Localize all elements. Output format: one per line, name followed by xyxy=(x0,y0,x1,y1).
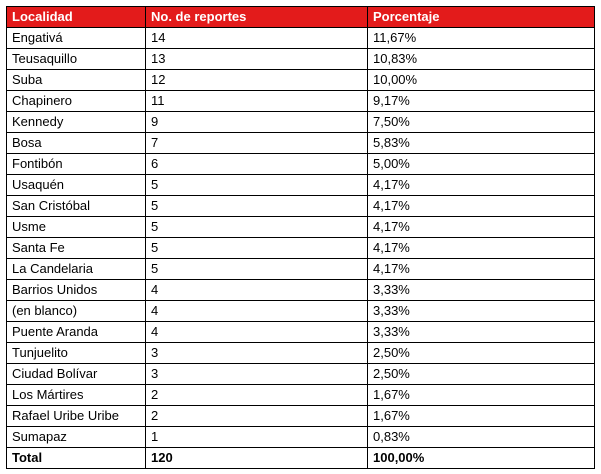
cell-localidad: (en blanco) xyxy=(7,301,146,322)
cell-localidad: Suba xyxy=(7,70,146,91)
cell-porcentaje: 1,67% xyxy=(368,406,595,427)
cell-reportes: 5 xyxy=(146,217,368,238)
total-reports: 120 xyxy=(146,448,368,469)
table-row xyxy=(7,133,595,154)
cell-porcentaje: 5,83% xyxy=(368,133,595,154)
cell-localidad: San Cristóbal xyxy=(7,196,146,217)
cell-localidad: Sumapaz xyxy=(7,427,146,448)
cell-porcentaje: 2,50% xyxy=(368,364,595,385)
cell-porcentaje: 3,33% xyxy=(368,322,595,343)
table-row xyxy=(7,259,595,280)
table-row xyxy=(7,91,595,112)
cell-porcentaje: 7,50% xyxy=(368,112,595,133)
cell-localidad: Santa Fe xyxy=(7,238,146,259)
cell-localidad: Barrios Unidos xyxy=(7,280,146,301)
cell-localidad: Rafael Uribe Uribe xyxy=(7,406,146,427)
table-row xyxy=(7,175,595,196)
table-row xyxy=(7,301,595,322)
table-row xyxy=(7,217,595,238)
cell-porcentaje: 4,17% xyxy=(368,259,595,280)
header-localidad: Localidad xyxy=(7,7,146,28)
table-row xyxy=(7,70,595,91)
table-row xyxy=(7,154,595,175)
cell-reportes: 14 xyxy=(146,28,368,49)
cell-localidad: Tunjuelito xyxy=(7,343,146,364)
cell-reportes: 12 xyxy=(146,70,368,91)
cell-localidad: Fontibón xyxy=(7,154,146,175)
table-row xyxy=(7,343,595,364)
cell-localidad: Teusaquillo xyxy=(7,49,146,70)
cell-porcentaje: 9,17% xyxy=(368,91,595,112)
cell-localidad: Puente Aranda xyxy=(7,322,146,343)
cell-reportes: 6 xyxy=(146,154,368,175)
cell-reportes: 11 xyxy=(146,91,368,112)
header-reportes: No. de reportes xyxy=(146,7,368,28)
total-label: Total xyxy=(7,448,146,469)
table-body xyxy=(7,28,595,448)
cell-reportes: 4 xyxy=(146,280,368,301)
cell-reportes: 4 xyxy=(146,322,368,343)
cell-reportes: 5 xyxy=(146,259,368,280)
cell-localidad: Kennedy xyxy=(7,112,146,133)
cell-reportes: 13 xyxy=(146,49,368,70)
cell-porcentaje: 1,67% xyxy=(368,385,595,406)
cell-porcentaje: 11,67% xyxy=(368,28,595,49)
cell-porcentaje: 5,00% xyxy=(368,154,595,175)
table-row xyxy=(7,280,595,301)
cell-localidad: La Candelaria xyxy=(7,259,146,280)
cell-reportes: 5 xyxy=(146,175,368,196)
cell-porcentaje: 3,33% xyxy=(368,280,595,301)
cell-reportes: 2 xyxy=(146,385,368,406)
cell-reportes: 1 xyxy=(146,427,368,448)
cell-reportes: 2 xyxy=(146,406,368,427)
cell-localidad: Chapinero xyxy=(7,91,146,112)
cell-porcentaje: 3,33% xyxy=(368,301,595,322)
cell-reportes: 3 xyxy=(146,343,368,364)
cell-porcentaje: 4,17% xyxy=(368,175,595,196)
header-porcentaje: Porcentaje xyxy=(368,7,595,28)
table-row xyxy=(7,322,595,343)
cell-reportes: 5 xyxy=(146,196,368,217)
table-row xyxy=(7,112,595,133)
table-row xyxy=(7,406,595,427)
cell-porcentaje: 10,00% xyxy=(368,70,595,91)
cell-reportes: 7 xyxy=(146,133,368,154)
cell-porcentaje: 10,83% xyxy=(368,49,595,70)
cell-localidad: Bosa xyxy=(7,133,146,154)
table-row xyxy=(7,238,595,259)
report-table-container xyxy=(6,6,595,469)
cell-porcentaje: 4,17% xyxy=(368,238,595,259)
cell-reportes: 3 xyxy=(146,364,368,385)
cell-porcentaje: 4,17% xyxy=(368,196,595,217)
table-row xyxy=(7,385,595,406)
cell-localidad: Los Mártires xyxy=(7,385,146,406)
table-row xyxy=(7,196,595,217)
cell-reportes: 5 xyxy=(146,238,368,259)
cell-reportes: 4 xyxy=(146,301,368,322)
table-header-row xyxy=(7,7,595,28)
reports-by-locality-table xyxy=(6,6,595,469)
table-row xyxy=(7,427,595,448)
cell-porcentaje: 4,17% xyxy=(368,217,595,238)
cell-localidad: Ciudad Bolívar xyxy=(7,364,146,385)
cell-porcentaje: 0,83% xyxy=(368,427,595,448)
cell-localidad: Engativá xyxy=(7,28,146,49)
cell-localidad: Usaquén xyxy=(7,175,146,196)
table-row xyxy=(7,49,595,70)
cell-reportes: 9 xyxy=(146,112,368,133)
cell-porcentaje: 2,50% xyxy=(368,343,595,364)
total-percent: 100,00% xyxy=(368,448,595,469)
table-total-row xyxy=(7,448,595,469)
table-row xyxy=(7,364,595,385)
table-row xyxy=(7,28,595,49)
cell-localidad: Usme xyxy=(7,217,146,238)
